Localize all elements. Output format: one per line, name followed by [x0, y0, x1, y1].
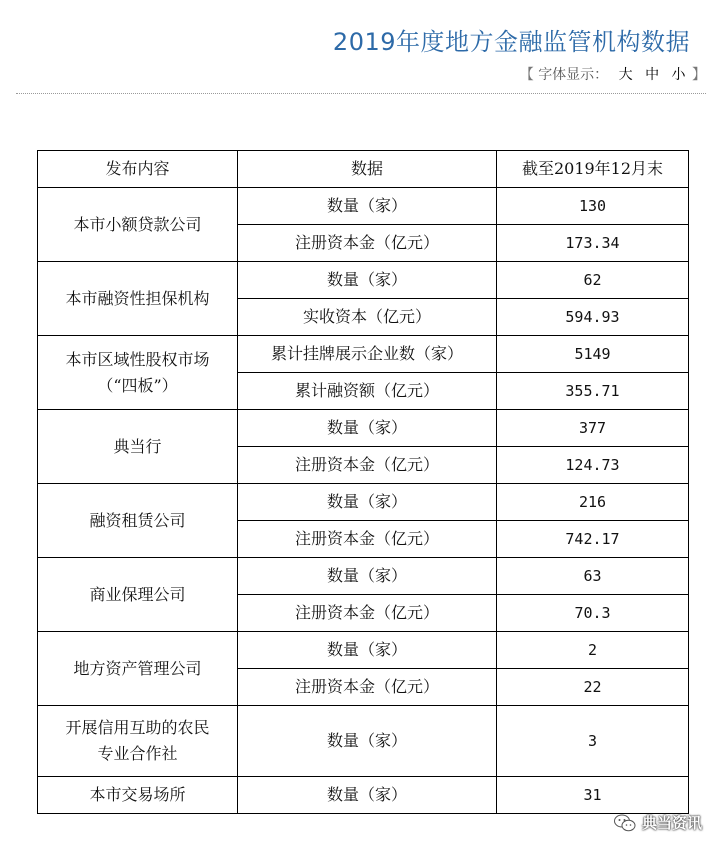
table-row — [38, 410, 689, 447]
category-cell — [38, 777, 238, 814]
table-body — [38, 151, 689, 814]
wechat-icon — [614, 814, 636, 832]
metric-label: 注册资本金（亿元） — [238, 447, 497, 484]
table-row — [38, 558, 689, 595]
data-table — [37, 150, 689, 814]
metric-label: 数量（家） — [238, 484, 497, 521]
metric-label: 累计融资额（亿元） — [238, 373, 497, 410]
metric-value: 5149 — [497, 336, 689, 373]
metric-label: 数量（家） — [238, 262, 497, 299]
category-label: 本市区域性股权市场 — [65, 349, 210, 369]
category-label: 专业合作社 — [97, 744, 178, 763]
category-cell — [38, 410, 238, 484]
header-cell-date: 截至2019年12月末 — [497, 151, 689, 188]
table-row — [38, 262, 689, 299]
metric-value: 31 — [497, 777, 689, 814]
header-cell-data: 数据 — [238, 151, 497, 188]
font-size-medium-button[interactable]: 中 — [645, 67, 662, 83]
metric-value: 377 — [497, 410, 689, 447]
metric-value: 63 — [497, 558, 689, 595]
metric-label: 数量（家） — [238, 558, 497, 595]
category-label: （“四板”） — [97, 375, 178, 395]
category-cell — [38, 188, 238, 262]
metric-label: 数量（家） — [238, 706, 497, 777]
category-label: 本市交易场所 — [89, 785, 186, 804]
category-cell — [38, 484, 238, 558]
category-cell — [38, 336, 238, 410]
metric-label: 注册资本金（亿元） — [238, 521, 497, 558]
font-size-small-button[interactable]: 小 — [671, 67, 688, 83]
metric-value: 62 — [497, 262, 689, 299]
watermark-text: 典当资讯 — [641, 814, 702, 832]
table-row — [38, 484, 689, 521]
metric-label: 累计挂牌展示企业数（家） — [238, 336, 497, 373]
category-label: 本市小额贷款公司 — [73, 214, 202, 234]
metric-value: 216 — [497, 484, 689, 521]
category-cell — [38, 558, 238, 632]
metric-value: 70.3 — [497, 595, 689, 632]
metric-label: 数量（家） — [238, 410, 497, 447]
font-size-selector — [520, 64, 706, 84]
font-size-label: 字体显示： — [538, 67, 609, 83]
metric-value: 130 — [497, 188, 689, 225]
metric-value: 173.34 — [497, 225, 689, 262]
metric-label: 注册资本金（亿元） — [238, 595, 497, 632]
table-row — [38, 336, 689, 373]
table-header-row — [38, 151, 689, 188]
category-label: 本市融资性担保机构 — [65, 288, 210, 308]
metric-label: 数量（家） — [238, 632, 497, 669]
watermark — [614, 812, 702, 833]
page-title: 2019年度地方金融监管机构数据 — [332, 28, 690, 56]
metric-value: 22 — [497, 669, 689, 706]
dotted-divider — [16, 93, 706, 94]
metric-label: 注册资本金（亿元） — [238, 669, 497, 706]
font-size-large-button[interactable]: 大 — [618, 67, 635, 83]
category-label: 典当行 — [113, 436, 162, 456]
bracket-right: 】 — [692, 67, 706, 83]
metric-value: 3 — [497, 706, 689, 777]
table-row — [38, 632, 689, 669]
metric-label: 注册资本金（亿元） — [238, 225, 497, 262]
table-row — [38, 777, 689, 814]
category-label: 开展信用互助的农民 — [65, 718, 210, 737]
metric-label: 数量（家） — [238, 188, 497, 225]
metric-value: 2 — [497, 632, 689, 669]
bracket-left: 【 — [519, 67, 534, 83]
header-cell-content: 发布内容 — [38, 151, 238, 188]
category-label: 商业保理公司 — [89, 584, 186, 604]
category-label: 地方资产管理公司 — [73, 658, 202, 678]
category-cell — [38, 262, 238, 336]
metric-value: 594.93 — [497, 299, 689, 336]
metric-value: 355.71 — [497, 373, 689, 410]
table-row — [38, 188, 689, 225]
metric-value: 742.17 — [497, 521, 689, 558]
category-label: 融资租赁公司 — [89, 510, 186, 530]
category-cell — [38, 706, 238, 777]
metric-value: 124.73 — [497, 447, 689, 484]
metric-label: 实收资本（亿元） — [238, 299, 497, 336]
metric-label: 数量（家） — [238, 777, 497, 814]
category-cell — [38, 632, 238, 706]
table-row — [38, 706, 689, 777]
